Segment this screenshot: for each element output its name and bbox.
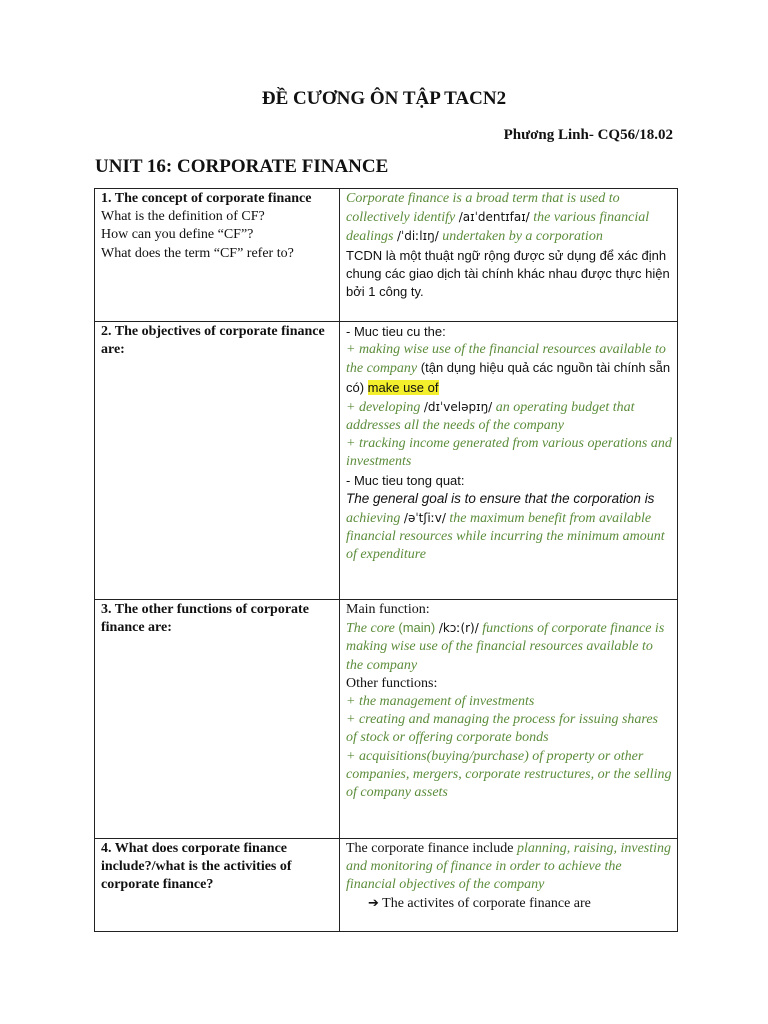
function-item: + creating and managing the process for issuing shares of stock or offering corporate bonds	[346, 712, 658, 746]
document-title: ĐỀ CƯƠNG ÔN TẬP TACN2	[261, 88, 507, 109]
question-cell	[95, 322, 340, 600]
phonetic-core: /kɔː(r)/	[438, 621, 479, 636]
outline-table	[94, 188, 678, 932]
question-heading: 1. The concept of corporate finance	[101, 191, 312, 206]
objective-item: + developing /dɪˈveləpɪŋ/ an operating budget that addresses all the needs of the company	[346, 399, 635, 434]
vietnamese-translation: TCDN là một thuật ngữ rộng được sử dụng để xác định chung các giao dịch tài chính khác nhau được thực hiện bởi 1 công ty.	[346, 247, 670, 300]
question-line: What does the term “CF” refer to?	[101, 245, 294, 261]
core-function-text: The core (main) /kɔː(r)/ functions of corporate finance is making wise use of the financial resources available to the company	[346, 620, 665, 673]
phonetic-achieve: /əˈtʃiːv/	[403, 511, 446, 526]
objective-item: + making wise use of the financial resources available to the company (tận dụng hiệu quả các nguồn tài chính sẵn có) make use of	[346, 342, 671, 395]
answer-cell	[340, 322, 678, 600]
arrow-right-icon: ➔	[368, 895, 379, 911]
table-row	[95, 322, 678, 600]
specific-objectives-label: - Muc tieu cu the:	[346, 324, 446, 339]
question-heading: 4. What does corporate finance include?/what is the activities of corporate finance?	[101, 841, 292, 893]
question-cell	[95, 839, 340, 932]
phonetic-developing: /dɪˈveləpɪŋ/	[423, 399, 493, 414]
highlighted-phrase: make use of	[367, 379, 439, 395]
objective-item: + tracking income generated from various operations and investments	[346, 436, 672, 470]
question-cell	[95, 600, 340, 839]
phonetic-dealing: /ˈdiːlɪŋ/	[396, 229, 439, 244]
question-heading: 3. The other functions of corporate finance are:	[101, 602, 309, 636]
definition-text: Corporate finance is a broad term that is used to collectively identify /aɪˈdentɪfaɪ/ the various financial dealings /ˈdiːlɪŋ/ undertaken by a corporation	[346, 191, 650, 245]
question-line: How can you define “CF”?	[101, 227, 254, 243]
question-cell	[95, 189, 340, 322]
answer-cell	[340, 839, 678, 932]
question-line: What is the definition of CF?	[101, 209, 265, 225]
table-row	[95, 600, 678, 839]
table-row	[95, 189, 678, 322]
author-line: Phương Linh- CQ56/18.02	[503, 127, 673, 143]
table-row	[95, 839, 678, 932]
general-objective-label: - Muc tieu tong quat:	[346, 472, 465, 488]
include-text: The corporate finance include planning, raising, investing and monitoring of finance in order to achieve the financial objectives of the company	[346, 841, 672, 893]
other-functions-label: Other functions:	[346, 675, 438, 691]
answer-cell	[340, 600, 678, 839]
function-item: + acquisitions(buying/purchase) of property or other companies, mergers, corporate restructures, or the selling of company assets	[346, 748, 672, 801]
unit-title: UNIT 16: CORPORATE FINANCE	[95, 156, 389, 177]
question-heading: 2. The objectives of corporate finance are:	[101, 324, 325, 358]
activities-line: ➔ The activites of corporate finance are	[368, 895, 591, 911]
phonetic-identify: /aɪˈdentɪfaɪ/	[458, 210, 530, 225]
general-goal-text: The general goal is to ensure that the corporation is achieving /əˈtʃiːv/ the maximum benefit from available financial resources while incurring the minimum amount of expenditure	[346, 490, 665, 563]
answer-cell	[340, 189, 678, 322]
main-function-label: Main function:	[346, 602, 430, 617]
function-item: + the management of investments	[346, 694, 535, 710]
